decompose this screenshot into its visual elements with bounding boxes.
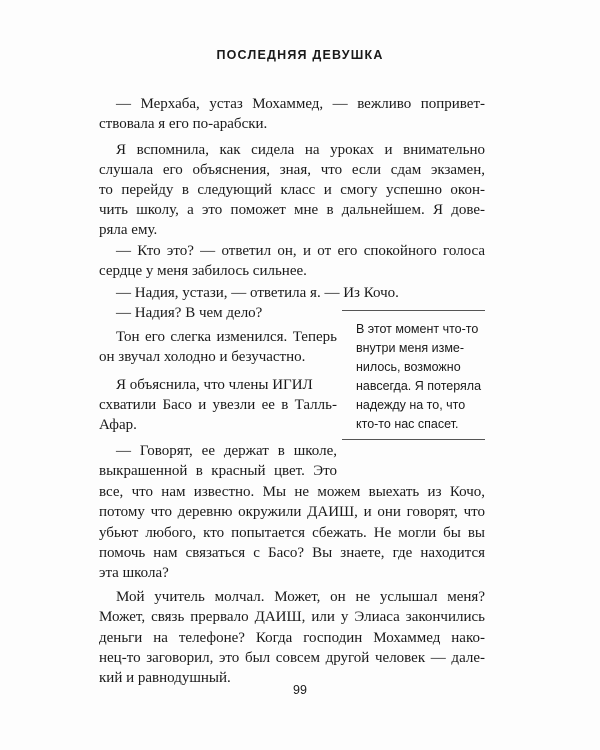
pull-quote-line: В этот момент что-то [356,322,479,336]
pull-quote-line: внутри меня изме- [356,341,465,355]
body-line: выкрашенной в красный цвет. Это [99,463,337,479]
body-line: — Говорят, ее держат в школе, [116,443,337,459]
page-number: 99 [293,683,307,697]
body-line: кий и равнодушный. [99,670,231,686]
body-line: — Надия? В чем дело? [116,305,263,321]
body-line: помочь нам связаться с Басо? Вы знаете, где находится [99,545,485,561]
body-line: Я объяснила, что члены ИГИЛ [116,377,313,393]
body-line: он звучал холодно и безучастно. [99,349,306,365]
pull-quote [342,310,485,440]
body-line: ряла ему. [99,222,158,238]
body-line: потому что деревню окружили ДАИШ, и они говорят, что [99,504,485,520]
body-line: эта школа? [99,565,169,581]
body-line: — Кто это? — ответил он, и от его спокойного голоса [116,243,485,259]
body-line: Я вспомнила, как сидела на уроках и внимательно [116,142,485,158]
body-line: сердце у меня забилось сильнее. [99,263,307,279]
body-line: все, что нам известно. Мы не можем выехать из Кочо, [99,484,485,500]
body-line: ствовала я его по-арабски. [99,116,268,132]
body-line: схватили Басо и увезли ее в Талль- [99,397,337,413]
body-line: чить школу, а это поможет мне в дальнейшем. Я дове- [99,202,485,218]
body-line: Тон его слегка изменился. Теперь [116,329,337,345]
body-line: то перейду в следующий класс и смогу успешно окон- [99,182,485,198]
body-line: Мой учитель молчал. Может, он не услышал меня? [116,589,485,605]
pull-quote-line: нилось, возможно [356,360,461,374]
body-line: нец-то заговорил, это был совсем другой человек — дале- [99,650,485,666]
body-line: — Надия, устази, — ответила я. — Из Кочо. [116,285,399,301]
body-line: Афар. [99,417,137,433]
running-header: ПОСЛЕДНЯЯ ДЕВУШКА [216,48,384,62]
body-line: деньги на телефоне? Когда господин Мохаммед нако- [99,630,485,646]
body-line: убьют любого, кто попытается сбежать. Не могли бы вы [99,525,485,541]
body-line: — Мерхаба, устаз Мохаммед, — вежливо попривет- [116,96,485,112]
pull-quote-line: навсегда. Я потеряла [356,379,482,393]
body-line: Может, связь прервало ДАИШ, или у Элиаса закончились [99,609,485,625]
pull-quote-line: кто-то нас спасет. [356,417,459,431]
pull-quote-line: надежду на то, что [356,398,466,412]
body-line: слушала его объяснения, зная, что если сдам экзамен, [99,162,485,178]
